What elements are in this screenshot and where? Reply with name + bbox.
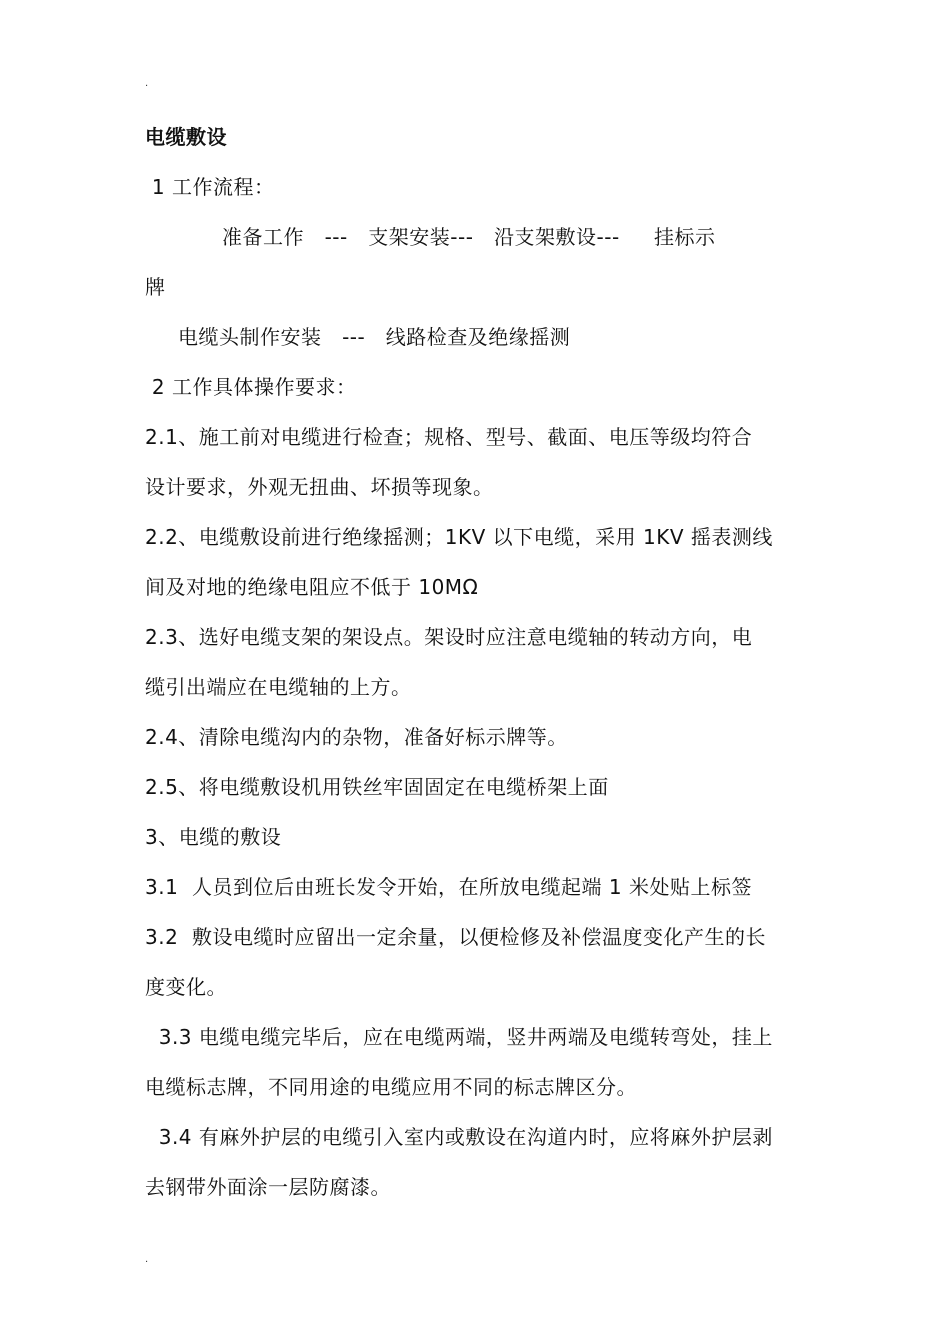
paragraph-line: 3.3 电缆电缆完毕后，应在电缆两端，竖井两端及电缆转弯处，挂上: [145, 1025, 773, 1049]
document-title: 电缆敷设: [145, 125, 227, 149]
paragraph-line: 2.5、将电缆敷设机用铁丝牢固固定在电缆桥架上面: [145, 775, 609, 799]
paragraph-line: 2 工作具体操作要求：: [145, 375, 357, 399]
paragraph-line: 电缆标志牌，不同用途的电缆应用不同的标志牌区分。: [145, 1075, 637, 1099]
paragraph-line: 3.4 有麻外护层的电缆引入室内或敷设在沟道内时，应将麻外护层剥: [145, 1125, 773, 1149]
paragraph-line: 1 工作流程：: [145, 175, 275, 199]
footer-mark: .: [145, 1254, 149, 1265]
paragraph-line: 间及对地的绝缘电阻应不低于 10MΩ: [145, 575, 479, 599]
paragraph-line: 3.2 敷设电缆时应留出一定余量，以便检修及补偿温度变化产生的长: [145, 925, 767, 949]
paragraph-line: 缆引出端应在电缆轴的上方。: [145, 675, 412, 699]
paragraph-line: 牌: [145, 275, 166, 299]
header-mark: .: [145, 78, 149, 89]
paragraph-line: 3、电缆的敷设: [145, 825, 282, 849]
paragraph-line: 3.1 人员到位后由班长发令开始，在所放电缆起端 1 米处贴上标签: [145, 875, 752, 899]
paragraph-line: 2.4、清除电缆沟内的杂物，准备好标示牌等。: [145, 725, 568, 749]
paragraph-line: 2.2、电缆敷设前进行绝缘摇测；1KV 以下电缆，采用 1KV 摇表测线: [145, 525, 773, 549]
paragraph-line: 度变化。: [145, 975, 227, 999]
paragraph-line: 电缆头制作安装 --- 线路检查及绝缘摇测: [178, 325, 571, 349]
paragraph-line: 准备工作 --- 支架安装--- 沿支架敷设--- 挂标示: [222, 225, 716, 249]
paragraph-line: 去钢带外面涂一层防腐漆。: [145, 1175, 391, 1199]
paragraph-line: 设计要求，外观无扭曲、坏损等现象。: [145, 475, 494, 499]
paragraph-line: 2.1、施工前对电缆进行检查；规格、型号、截面、电压等级均符合: [145, 425, 753, 449]
paragraph-line: 2.3、选好电缆支架的架设点。架设时应注意电缆轴的转动方向，电: [145, 625, 753, 649]
